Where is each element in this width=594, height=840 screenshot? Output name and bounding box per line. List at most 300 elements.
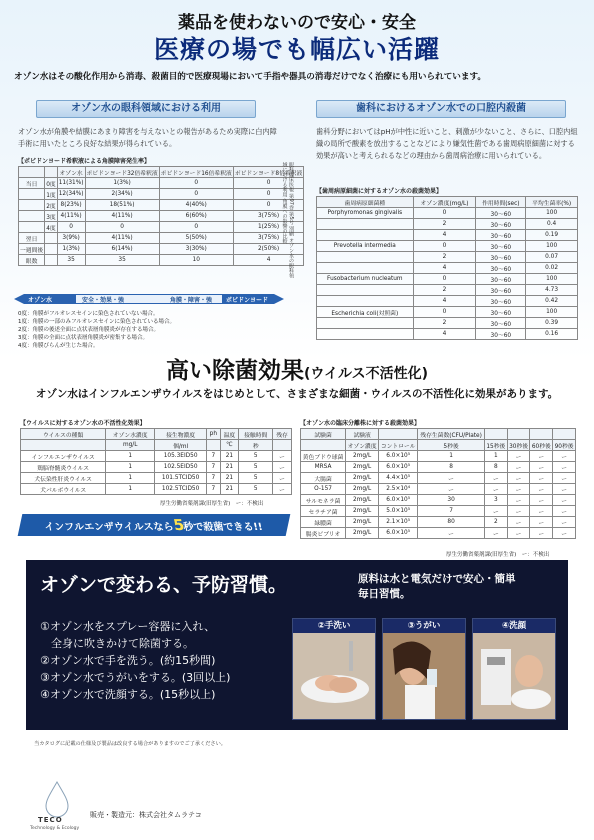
table-header-cell: [507, 429, 530, 440]
table-header-cell: 秒: [239, 440, 273, 451]
bacteria-table: [300, 428, 576, 539]
table-header-cell: 平均生菌率(%): [526, 197, 578, 208]
table-header-cell: 歯周病原細菌種: [317, 197, 414, 208]
table-cell: 6(14%): [85, 244, 159, 255]
table-header-cell: 残存生菌数(CFU/Plate): [418, 429, 485, 440]
table-cell: 4(40%): [159, 200, 233, 211]
table-cell: 2.5×10⁴: [379, 484, 418, 495]
table-cell: 2: [413, 318, 476, 329]
table-cell: 鶏脳脊髄炎ウイルス: [21, 462, 106, 473]
table-cell: 2: [413, 219, 476, 230]
table-cell: 102.5TCID50: [155, 484, 207, 495]
table-cell: 5.0×10⁵: [379, 506, 418, 517]
table-cell: ー: [530, 495, 553, 506]
table-cell: ー: [484, 484, 507, 495]
sterilization-title-main: 高い除菌効果: [166, 358, 305, 384]
table-cell: 21: [220, 484, 239, 495]
table-header-cell: [207, 440, 220, 451]
table-cell: 4: [413, 263, 476, 274]
table-cell: ー: [507, 506, 530, 517]
table-header-cell: ポビドンヨード16倍希釈液: [159, 167, 233, 178]
table-cell: ー: [273, 473, 292, 484]
table-cell: 2: [413, 285, 476, 296]
habit-step: ①オゾン水をスプレー容器に入れ、: [40, 620, 216, 633]
table-cell: 21: [220, 462, 239, 473]
table-cell: 0: [159, 189, 233, 200]
table-cell: ー: [553, 451, 576, 462]
habit-step: ③オゾン水でうがいをする。(3回以上): [40, 671, 231, 684]
sterilization-title-sub: (ウイルス不活性化): [304, 366, 428, 382]
table-header-row: [19, 167, 304, 178]
table-cell: 30〜60: [476, 285, 526, 296]
habit-tagline-line: 原料は水と電気だけで安心・簡単: [358, 573, 516, 585]
table-cell: ー: [418, 528, 485, 539]
table-header-cell: 90秒後: [553, 440, 576, 451]
hero-lead: オゾン水はその酸化作用から消毒、殺菌目的で医療現場において手指や器具の消毒だけでなく治療にも用いられています。: [14, 72, 486, 82]
habit-tagline-line: 毎日習慣。: [358, 588, 411, 600]
handwash-photo: [292, 618, 376, 720]
dental-table-row: [317, 329, 578, 340]
eye-table-title: 【ポビドンヨード希釈液による角膜障害発生率】: [18, 158, 151, 165]
grade-note: 2度：角膜の後述全面に点状表層角膜炎が存在する場合。: [18, 327, 160, 333]
table-cell: 35: [57, 255, 85, 266]
table-cell: [317, 252, 414, 263]
table-cell: ー: [507, 462, 530, 473]
table-cell: ー: [530, 506, 553, 517]
table-cell: 6(60%): [159, 211, 233, 222]
table-cell: 2: [413, 252, 476, 263]
table-cell: 6.0×10⁵: [379, 451, 418, 462]
table-cell: 犬伝染性肝炎ウイルス: [21, 473, 106, 484]
table-cell: [317, 296, 414, 307]
dental-table-row: [317, 252, 578, 263]
virus-table-row: [21, 451, 292, 462]
bacteria-table-title: 【オゾン水の臨床分離株に対する殺菌効果】: [300, 420, 421, 427]
table-cell: 18(51%): [85, 200, 159, 211]
gargle-image: [383, 619, 466, 720]
table-cell: Porphyromonas gingivalis: [317, 208, 414, 219]
dental-section-banner: 歯科におけるオゾン水での口腔内殺菌: [316, 100, 566, 118]
table-cell: ー: [484, 506, 507, 517]
bacteria-table-row: [301, 462, 576, 473]
table-cell: 5(50%): [159, 233, 233, 244]
table-cell: 2度: [45, 200, 58, 211]
table-cell: 1: [106, 484, 155, 495]
table-header-cell: オゾン濃度: [346, 440, 379, 451]
table-header-cell: 接生物濃度: [155, 429, 207, 440]
bacteria-table-row: [301, 517, 576, 528]
table-cell: 7: [207, 484, 220, 495]
table-header-cell: ウイルスの種類: [21, 429, 106, 440]
table-cell: 30〜60: [476, 296, 526, 307]
table-cell: 80: [418, 517, 485, 528]
table-cell: 7: [207, 462, 220, 473]
table-header-cell: 個/ml: [155, 440, 207, 451]
prevention-habit-panel: [26, 560, 568, 730]
table-cell: 0: [159, 222, 233, 233]
table-header-row: [21, 440, 292, 451]
table-header-cell: 試験菌: [301, 429, 346, 440]
virus-table-row: [21, 473, 292, 484]
dental-table: [316, 196, 578, 340]
table-cell: 1(3%): [85, 178, 159, 189]
eye-table-row: [19, 255, 304, 266]
habit-title: オゾンで変わる、予防習慣。: [40, 574, 288, 596]
table-cell: 30〜60: [476, 219, 526, 230]
hero-title: 医療の場でも幅広い活躍: [153, 35, 440, 64]
table-cell: 3: [484, 495, 507, 506]
table-header-cell: オゾン濃度(mg/L): [413, 197, 476, 208]
table-cell: 一週間後: [19, 244, 45, 255]
table-cell: 0.42: [526, 296, 578, 307]
table-header-row: [301, 429, 576, 440]
table-cell: 1(25%): [233, 222, 303, 233]
table-cell: 10: [159, 255, 233, 266]
table-cell: [45, 244, 58, 255]
table-cell: 3度: [45, 211, 58, 222]
dental-section-paragraph: 歯科分野においてはpHが中性に近いこと、刺激が少ないこと、さらに、口腔内組織の局所で酸素を放出することなどにより嫌気性菌である歯周病原細菌に対する効果が高いと考えられるなどの理由から歯周病治療に用いられている。: [316, 127, 578, 160]
eye-table-row: [19, 178, 304, 189]
table-header-cell: ポビドンヨード32倍希釈液: [85, 167, 159, 178]
dental-table-title: 【歯周病原細菌に対するオゾン水の殺菌効果】: [316, 188, 443, 195]
table-cell: 21: [220, 473, 239, 484]
table-cell: 21: [220, 451, 239, 462]
eye-table-row: [19, 244, 304, 255]
table-cell: ー: [507, 484, 530, 495]
table-header-cell: [484, 429, 507, 440]
dental-table-row: [317, 208, 578, 219]
table-cell: 4度: [45, 222, 58, 233]
table-header-cell: [301, 440, 346, 451]
table-cell: 2mg/L: [346, 495, 379, 506]
table-cell: [45, 255, 58, 266]
table-cell: 1: [106, 451, 155, 462]
table-cell: 犬パルボウイルス: [21, 484, 106, 495]
table-cell: 眼数: [19, 255, 45, 266]
table-cell: ー: [507, 517, 530, 528]
table-cell: 0.16: [526, 329, 578, 340]
table-cell: 100: [526, 241, 578, 252]
table-cell: 2mg/L: [346, 484, 379, 495]
table-header-cell: 15秒後: [484, 440, 507, 451]
table-cell: 0: [159, 178, 233, 189]
table-cell: [19, 200, 45, 211]
table-header-cell: [45, 167, 58, 178]
virus-table-source: 厚生労働省薬剤課(旧厚生省) ー：不検出: [160, 501, 264, 507]
dental-table-row: [317, 307, 578, 318]
virus-table: [20, 428, 292, 495]
table-header-cell: [19, 167, 45, 178]
table-cell: 6.0×10⁵: [379, 462, 418, 473]
table-cell: Prevotella intermedia: [317, 241, 414, 252]
facewash-photo: [472, 618, 556, 720]
table-cell: 0: [233, 200, 303, 211]
eye-table-row: [19, 211, 304, 222]
bacteria-table-row: [301, 484, 576, 495]
dental-table-row: [317, 263, 578, 274]
flu-banner-text: インフルエンザウイルスなら5秒で殺菌できる!!: [43, 516, 265, 534]
table-cell: ー: [530, 528, 553, 539]
table-cell: [19, 189, 45, 200]
table-cell: ー: [418, 484, 485, 495]
table-cell: ー: [484, 528, 507, 539]
table-header-cell: [379, 429, 418, 440]
table-cell: [317, 263, 414, 274]
habit-step: 全身に吹きかけて除菌する。: [40, 637, 194, 650]
bacteria-table-row: [301, 451, 576, 462]
table-cell: ー: [553, 506, 576, 517]
table-cell: 腸炎ビブリオ: [301, 528, 346, 539]
table-cell: 12(34%): [57, 189, 85, 200]
table-cell: 7: [418, 506, 485, 517]
table-cell: 4: [413, 230, 476, 241]
table-cell: 11(31%): [57, 178, 85, 189]
table-header-cell: [21, 440, 106, 451]
bacteria-table-row: [301, 528, 576, 539]
table-cell: 2mg/L: [346, 506, 379, 517]
table-cell: [317, 219, 414, 230]
eye-grade-notes: [18, 310, 280, 350]
virus-table-title: 【ウイルスに対するオゾン水の不活性化効果】: [20, 420, 146, 427]
dental-table-row: [317, 230, 578, 241]
habit-steps: [40, 618, 286, 703]
table-cell: 5: [239, 462, 273, 473]
table-header-row: [301, 440, 576, 451]
table-cell: 5: [239, 451, 273, 462]
table-cell: 30〜60: [476, 307, 526, 318]
table-cell: 7: [207, 451, 220, 462]
bacteria-table-source: 厚生労働省薬剤課(旧厚生省) ー：不検出: [446, 552, 550, 558]
table-cell: ー: [273, 484, 292, 495]
eye-table-row: [19, 189, 304, 200]
dental-table-row: [317, 241, 578, 252]
table-cell: ー: [553, 484, 576, 495]
table-cell: 5: [239, 473, 273, 484]
table-cell: 1: [106, 462, 155, 473]
table-cell: [317, 318, 414, 329]
table-cell: インフルエンザウイルス: [21, 451, 106, 462]
grade-note: 3度：角膜の全面に点状表層角膜炎が密集する場合。: [18, 335, 149, 341]
table-cell: ー: [507, 473, 530, 484]
table-cell: 35: [85, 255, 159, 266]
table-cell: 30〜60: [476, 274, 526, 285]
virus-table-row: [21, 462, 292, 473]
table-cell: 2(34%): [85, 189, 159, 200]
table-cell: ー: [418, 473, 485, 484]
bacteria-table-row: [301, 473, 576, 484]
table-cell: 0.4: [526, 219, 578, 230]
table-header-cell: [530, 429, 553, 440]
table-cell: 30: [418, 495, 485, 506]
table-cell: 5: [239, 484, 273, 495]
table-cell: [45, 233, 58, 244]
table-cell: 0: [413, 274, 476, 285]
table-cell: 2(50%): [233, 244, 303, 255]
table-cell: 8: [418, 462, 485, 473]
table-cell: 0.19: [526, 230, 578, 241]
logo-text: TECO: [38, 816, 63, 824]
table-cell: 4: [413, 329, 476, 340]
table-header-cell: mg/L: [106, 440, 155, 451]
table-cell: ー: [507, 528, 530, 539]
table-cell: 4(11%): [85, 211, 159, 222]
table-header-cell: 5秒後: [418, 440, 485, 451]
table-cell: 2mg/L: [346, 473, 379, 484]
table-cell: 3(75%): [233, 233, 303, 244]
sterilization-lead: オゾン水はインフルエンザウイルスをはじめとして、さまざまな細菌・ウイルスの不活性化に効果があります。: [35, 388, 559, 400]
habit-tagline: [358, 572, 516, 602]
eye-table-row: [19, 233, 304, 244]
table-cell: 0: [57, 222, 85, 233]
table-cell: 0: [233, 178, 303, 189]
table-cell: セラチア菌: [301, 506, 346, 517]
table-cell: 0: [413, 307, 476, 318]
table-cell: ー: [530, 451, 553, 462]
habit-step: ②オゾン水で手を洗う。(約15秒間): [40, 654, 216, 667]
table-cell: 2mg/L: [346, 462, 379, 473]
eye-vertical-note: 眼科臨床医報 第97巻 第5号 別刷 オゾン水の眼科領域における利用 角膜への影響の比較: [281, 162, 294, 278]
photo-label: ④洗顔: [473, 619, 555, 633]
table-cell: 4.4×10⁵: [379, 473, 418, 484]
table-header-row: [317, 197, 578, 208]
sterilization-title: [0, 352, 594, 385]
table-cell: ー: [553, 462, 576, 473]
table-cell: Escherichia coli(対照菌): [317, 307, 414, 318]
table-cell: 1: [484, 451, 507, 462]
table-cell: サルモネラ菌: [301, 495, 346, 506]
table-cell: 30〜60: [476, 252, 526, 263]
eye-section-banner: オゾン水の眼科領域における利用: [36, 100, 256, 118]
table-cell: 黄色ブドウ球菌: [301, 451, 346, 462]
photo-label: ②手洗い: [293, 619, 375, 633]
table-cell: 0: [233, 189, 303, 200]
seller-info: 販売・製造元：株式会社タムラテコ: [90, 811, 202, 819]
table-header-cell: ポビドンヨード8倍希釈液: [233, 167, 303, 178]
table-cell: 0.02: [526, 263, 578, 274]
table-cell: 3(9%): [57, 233, 85, 244]
table-cell: 2mg/L: [346, 451, 379, 462]
bacteria-table-row: [301, 506, 576, 517]
dental-table-row: [317, 296, 578, 307]
table-cell: 0度: [45, 178, 58, 189]
table-header-cell: オゾン水濃度: [106, 429, 155, 440]
table-cell: 3(75%): [233, 211, 303, 222]
table-header-cell: 温度: [220, 429, 239, 440]
arrow-label-povidone: ポビドンヨード: [226, 297, 269, 304]
table-cell: [19, 222, 45, 233]
table-cell: 1: [418, 451, 485, 462]
table-cell: 3(30%): [159, 244, 233, 255]
arrow-label-damage: 角膜・障害・強: [170, 297, 213, 304]
grade-note: 4度：角膜びらんが生じた場合。: [18, 343, 99, 349]
table-cell: [317, 329, 414, 340]
table-header-cell: オゾン水: [57, 167, 85, 178]
facewash-image: [473, 619, 556, 720]
table-cell: ー: [530, 484, 553, 495]
table-cell: [317, 285, 414, 296]
table-header-cell: 60秒後: [530, 440, 553, 451]
table-header-cell: 試験液: [346, 429, 379, 440]
table-cell: 100: [526, 307, 578, 318]
table-cell: [317, 230, 414, 241]
table-cell: 0: [413, 208, 476, 219]
table-cell: ー: [553, 473, 576, 484]
table-cell: 102.5EID50: [155, 462, 207, 473]
arrow-label-ozone: オゾン水: [28, 297, 53, 304]
table-header-cell: 30秒後: [507, 440, 530, 451]
table-cell: 2: [484, 517, 507, 528]
arrow-label-safe: 安全・効果・強: [82, 297, 125, 304]
dental-table-row: [317, 219, 578, 230]
table-cell: O-157: [301, 484, 346, 495]
gargle-photo: [382, 618, 466, 720]
table-cell: 101.5TCID50: [155, 473, 207, 484]
handwash-image: [293, 619, 376, 720]
table-cell: 6.0×10⁵: [379, 528, 418, 539]
table-cell: ー: [553, 517, 576, 528]
table-cell: 0: [413, 241, 476, 252]
table-cell: 2mg/L: [346, 528, 379, 539]
flu-5sec-banner: [18, 514, 291, 536]
table-header-cell: 作用時間(sec): [476, 197, 526, 208]
dental-table-row: [317, 274, 578, 285]
eye-table-row: [19, 200, 304, 211]
footer-note: 当カタログに記載の仕様及び製品は改良する場合がありますのでご了承ください。: [34, 741, 226, 747]
table-cell: 2mg/L: [346, 517, 379, 528]
table-cell: 2.1×10⁵: [379, 517, 418, 528]
table-header-cell: ph: [207, 429, 220, 440]
dental-table-row: [317, 285, 578, 296]
table-cell: 30〜60: [476, 263, 526, 274]
table-cell: 1度: [45, 189, 58, 200]
table-header-cell: [553, 429, 576, 440]
virus-table-row: [21, 484, 292, 495]
grade-note: 0度：角膜がフルオレスセインに染色されていない場合。: [18, 311, 159, 317]
logo-subtext: Technology & Ecology: [30, 826, 80, 831]
table-cell: 8(23%): [57, 200, 85, 211]
table-cell: 1: [106, 473, 155, 484]
table-cell: ー: [507, 495, 530, 506]
table-cell: 8: [484, 462, 507, 473]
table-cell: 30〜60: [476, 318, 526, 329]
table-header-cell: [273, 440, 292, 451]
table-cell: ー: [507, 451, 530, 462]
habit-step: ④オゾン水で洗顔する。(15秒以上): [40, 688, 216, 701]
table-header-cell: 接触時間: [239, 429, 273, 440]
table-cell: 6.0×10⁵: [379, 495, 418, 506]
table-cell: [19, 211, 45, 222]
table-cell: 30〜60: [476, 208, 526, 219]
eye-table-row: [19, 222, 304, 233]
table-cell: ー: [273, 462, 292, 473]
table-cell: 大腸菌: [301, 473, 346, 484]
table-cell: ー: [530, 517, 553, 528]
table-cell: ー: [273, 451, 292, 462]
table-cell: 7: [207, 473, 220, 484]
hero-subtitle: 薬品を使わないので安心・安全: [178, 13, 416, 33]
table-cell: 緑膿菌: [301, 517, 346, 528]
table-cell: 当日: [19, 178, 45, 189]
table-cell: 30〜60: [476, 329, 526, 340]
table-cell: 1(3%): [57, 244, 85, 255]
table-cell: ー: [484, 473, 507, 484]
table-cell: 翌日: [19, 233, 45, 244]
table-cell: 100: [526, 208, 578, 219]
photo-label: ③うがい: [383, 619, 465, 633]
table-cell: 4: [413, 296, 476, 307]
table-cell: ー: [553, 528, 576, 539]
table-cell: 0.07: [526, 252, 578, 263]
